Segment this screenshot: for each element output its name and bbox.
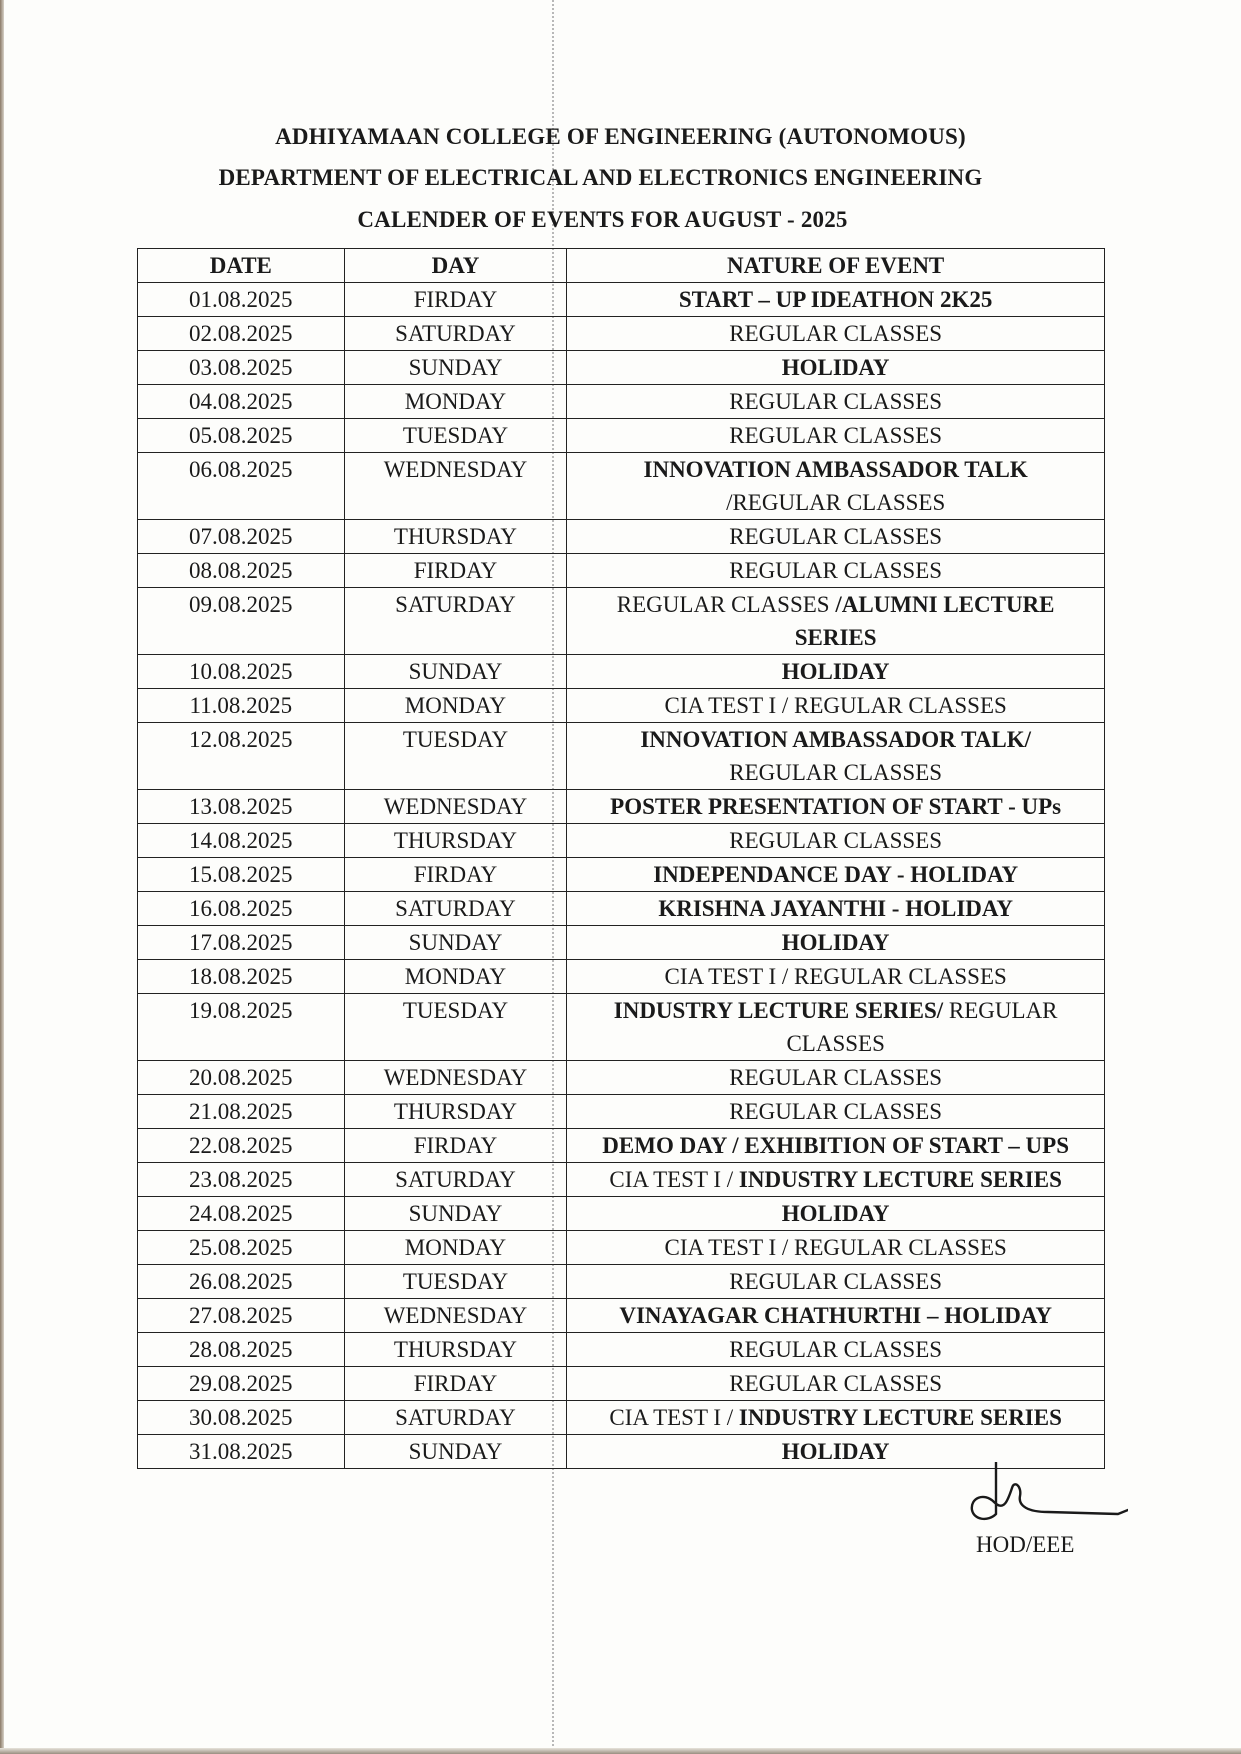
event-text: CLASSES	[786, 1031, 885, 1056]
table-row	[138, 655, 1105, 689]
date-cell: 07.08.2025	[138, 520, 345, 554]
date-cell: 01.08.2025	[138, 283, 345, 317]
event-text: REGULAR	[943, 998, 1058, 1023]
event-cell	[567, 588, 1105, 655]
day-cell: SUNDAY	[344, 655, 567, 689]
date-cell: 25.08.2025	[138, 1231, 345, 1265]
event-cell	[567, 520, 1105, 554]
event-cell	[567, 723, 1105, 790]
date-cell: 27.08.2025	[138, 1299, 345, 1333]
table-row	[138, 858, 1105, 892]
day-cell: FIRDAY	[344, 554, 567, 588]
event-text: CIA TEST I /	[609, 1167, 739, 1192]
event-text: DEMO DAY / EXHIBITION OF START – UPS	[602, 1133, 1070, 1158]
event-text: VINAYAGAR CHATHURTHI – HOLIDAY	[619, 1303, 1052, 1328]
date-cell: 23.08.2025	[138, 1163, 345, 1197]
date-cell: 12.08.2025	[138, 723, 345, 790]
date-cell: 13.08.2025	[138, 790, 345, 824]
day-cell: TUESDAY	[344, 419, 567, 453]
table-row	[138, 1197, 1105, 1231]
event-text: CIA TEST I /	[609, 1405, 739, 1430]
date-cell: 18.08.2025	[138, 960, 345, 994]
date-cell: 11.08.2025	[138, 689, 345, 723]
column-header-event: NATURE OF EVENT	[567, 249, 1105, 283]
event-text: REGULAR CLASSES	[729, 828, 943, 853]
date-cell: 03.08.2025	[138, 351, 345, 385]
table-row	[138, 994, 1105, 1061]
event-text: INNOVATION AMBASSADOR TALK	[643, 457, 1028, 482]
event-text: INDUSTRY LECTURE SERIES/	[613, 998, 944, 1023]
day-cell: TUESDAY	[344, 723, 567, 790]
date-cell: 09.08.2025	[138, 588, 345, 655]
event-text: START – UP IDEATHON 2K25	[678, 287, 993, 312]
date-cell: 29.08.2025	[138, 1367, 345, 1401]
event-text: INNOVATION AMBASSADOR TALK/	[640, 727, 1031, 752]
table-header-row	[138, 249, 1105, 283]
event-cell	[567, 892, 1105, 926]
table-row	[138, 1367, 1105, 1401]
table-row	[138, 1129, 1105, 1163]
event-text: REGULAR CLASSES	[729, 321, 943, 346]
date-cell: 02.08.2025	[138, 317, 345, 351]
table-row	[138, 723, 1105, 790]
event-text: REGULAR CLASSES	[729, 524, 943, 549]
day-cell: THURSDAY	[344, 1095, 567, 1129]
event-text: REGULAR CLASSES	[729, 1269, 943, 1294]
day-cell: WEDNESDAY	[344, 1061, 567, 1095]
event-text: KRISHNA JAYANTHI - HOLIDAY	[658, 896, 1013, 921]
event-text: REGULAR CLASSES	[729, 389, 943, 414]
date-cell: 14.08.2025	[138, 824, 345, 858]
calendar-title: CALENDER OF EVENTS FOR AUGUST - 2025	[357, 207, 848, 232]
date-cell: 19.08.2025	[138, 994, 345, 1061]
day-cell: FIRDAY	[344, 283, 567, 317]
day-cell: SATURDAY	[344, 317, 567, 351]
signature-image	[968, 1462, 1128, 1532]
day-cell: SUNDAY	[344, 1197, 567, 1231]
event-text: REGULAR CLASSES	[729, 558, 943, 583]
table-row	[138, 351, 1105, 385]
event-text: CIA TEST I / REGULAR CLASSES	[664, 693, 1007, 718]
day-cell: FIRDAY	[344, 1129, 567, 1163]
day-cell: SUNDAY	[344, 351, 567, 385]
day-cell: TUESDAY	[344, 1265, 567, 1299]
event-text: REGULAR CLASSES	[729, 760, 943, 785]
event-cell	[567, 453, 1105, 520]
day-cell: SATURDAY	[344, 588, 567, 655]
hod-signature-label: HOD/EEE	[976, 1532, 1075, 1557]
table-row	[138, 1299, 1105, 1333]
event-cell	[567, 790, 1105, 824]
table-row	[138, 554, 1105, 588]
table-row	[138, 824, 1105, 858]
event-text: REGULAR CLASSES	[729, 1065, 943, 1090]
department-title: DEPARTMENT OF ELECTRICAL AND ELECTRONICS ENGINEERING	[218, 165, 983, 190]
event-cell	[567, 960, 1105, 994]
event-text: CIA TEST I / REGULAR CLASSES	[664, 1235, 1007, 1260]
event-cell	[567, 1197, 1105, 1231]
date-cell: 17.08.2025	[138, 926, 345, 960]
event-text: REGULAR CLASSES	[729, 1337, 943, 1362]
day-cell: SATURDAY	[344, 1401, 567, 1435]
event-cell	[567, 351, 1105, 385]
table-row	[138, 1163, 1105, 1197]
table-row	[138, 283, 1105, 317]
event-text: /REGULAR CLASSES	[726, 490, 946, 515]
event-cell	[567, 1231, 1105, 1265]
table-row	[138, 1265, 1105, 1299]
date-cell: 28.08.2025	[138, 1333, 345, 1367]
event-cell	[567, 419, 1105, 453]
college-title: ADHIYAMAAN COLLEGE OF ENGINEERING (AUTONOMOUS)	[275, 124, 966, 149]
table-row	[138, 1231, 1105, 1265]
event-cell	[567, 1333, 1105, 1367]
table-row	[138, 588, 1105, 655]
table-row	[138, 790, 1105, 824]
day-cell: MONDAY	[344, 1231, 567, 1265]
day-cell: FIRDAY	[344, 1367, 567, 1401]
event-cell	[567, 283, 1105, 317]
day-cell: MONDAY	[344, 689, 567, 723]
event-cell	[567, 1401, 1105, 1435]
event-cell	[567, 317, 1105, 351]
date-cell: 20.08.2025	[138, 1061, 345, 1095]
event-text: HOLIDAY	[781, 930, 890, 955]
date-cell: 31.08.2025	[138, 1435, 345, 1469]
day-cell: SUNDAY	[344, 926, 567, 960]
column-header-date: DATE	[138, 249, 345, 283]
day-cell: WEDNESDAY	[344, 790, 567, 824]
page-edge-shadow	[0, 0, 4, 1754]
table-row	[138, 317, 1105, 351]
day-cell: FIRDAY	[344, 858, 567, 892]
date-cell: 08.08.2025	[138, 554, 345, 588]
table-row	[138, 926, 1105, 960]
event-cell	[567, 1061, 1105, 1095]
day-cell: SATURDAY	[344, 1163, 567, 1197]
event-text: SERIES	[794, 625, 877, 650]
event-text: CIA TEST I / REGULAR CLASSES	[664, 964, 1007, 989]
event-cell	[567, 689, 1105, 723]
events-table-body	[138, 283, 1105, 1469]
event-text: REGULAR CLASSES	[729, 1099, 943, 1124]
events-table	[137, 248, 1105, 1469]
event-text: HOLIDAY	[781, 1201, 890, 1226]
day-cell: MONDAY	[344, 385, 567, 419]
event-cell	[567, 1299, 1105, 1333]
table-row	[138, 1095, 1105, 1129]
day-cell: WEDNESDAY	[344, 453, 567, 520]
event-cell	[567, 1163, 1105, 1197]
event-text: /ALUMNI LECTURE	[835, 592, 1055, 617]
day-cell: THURSDAY	[344, 520, 567, 554]
event-text: INDUSTRY LECTURE SERIES	[738, 1167, 1062, 1192]
event-cell	[567, 1265, 1105, 1299]
day-cell: THURSDAY	[344, 824, 567, 858]
event-text: REGULAR CLASSES	[729, 423, 943, 448]
day-cell: THURSDAY	[344, 1333, 567, 1367]
event-text: REGULAR CLASSES	[729, 1371, 943, 1396]
page-edge-shadow-bottom	[0, 1748, 1241, 1754]
event-cell	[567, 1129, 1105, 1163]
event-cell	[567, 1095, 1105, 1129]
event-cell	[567, 385, 1105, 419]
event-text: INDEPENDANCE DAY - HOLIDAY	[653, 862, 1019, 887]
table-row	[138, 520, 1105, 554]
date-cell: 30.08.2025	[138, 1401, 345, 1435]
day-cell: WEDNESDAY	[344, 1299, 567, 1333]
event-text: INDUSTRY LECTURE SERIES	[738, 1405, 1062, 1430]
table-row	[138, 419, 1105, 453]
event-text: POSTER PRESENTATION OF START - UPs	[610, 794, 1062, 819]
table-row	[138, 385, 1105, 419]
event-text: HOLIDAY	[781, 355, 890, 380]
day-cell: TUESDAY	[344, 994, 567, 1061]
day-cell: SATURDAY	[344, 892, 567, 926]
day-cell: SUNDAY	[344, 1435, 567, 1469]
table-row	[138, 1333, 1105, 1367]
event-cell	[567, 554, 1105, 588]
event-cell	[567, 655, 1105, 689]
event-text: REGULAR CLASSES	[616, 592, 836, 617]
date-cell: 05.08.2025	[138, 419, 345, 453]
date-cell: 10.08.2025	[138, 655, 345, 689]
table-row	[138, 453, 1105, 520]
table-row	[138, 1435, 1105, 1469]
date-cell: 22.08.2025	[138, 1129, 345, 1163]
table-row	[138, 1401, 1105, 1435]
date-cell: 26.08.2025	[138, 1265, 345, 1299]
table-row	[138, 960, 1105, 994]
day-cell: MONDAY	[344, 960, 567, 994]
date-cell: 15.08.2025	[138, 858, 345, 892]
table-row	[138, 1061, 1105, 1095]
date-cell: 24.08.2025	[138, 1197, 345, 1231]
event-cell	[567, 824, 1105, 858]
column-header-day: DAY	[344, 249, 567, 283]
event-cell	[567, 1367, 1105, 1401]
date-cell: 06.08.2025	[138, 453, 345, 520]
event-cell	[567, 858, 1105, 892]
event-text: HOLIDAY	[781, 1439, 890, 1464]
event-cell	[567, 926, 1105, 960]
date-cell: 04.08.2025	[138, 385, 345, 419]
table-row	[138, 892, 1105, 926]
table-row	[138, 689, 1105, 723]
event-cell	[567, 994, 1105, 1061]
date-cell: 21.08.2025	[138, 1095, 345, 1129]
event-text: HOLIDAY	[781, 659, 890, 684]
date-cell: 16.08.2025	[138, 892, 345, 926]
